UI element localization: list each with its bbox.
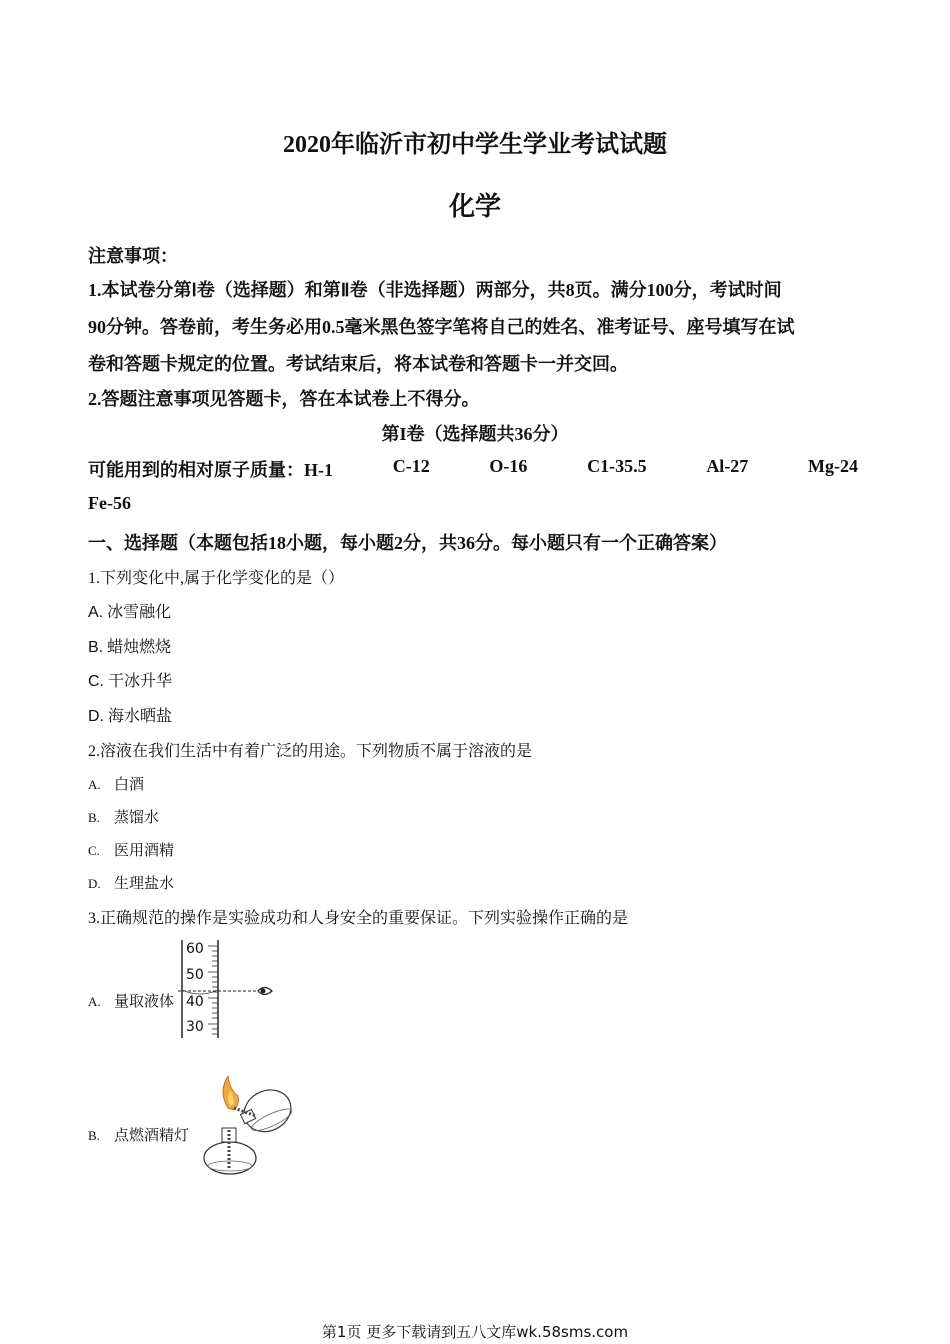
option-item[interactable]: B. 蒸馏水 (88, 810, 160, 826)
notice-line: 2.答题注意事项见答题卡，答在本试卷上不得分。 (88, 389, 480, 409)
subject-title: 化学 (448, 192, 501, 221)
atomic-mass: O-16 (489, 456, 528, 476)
tick-label: 40 (186, 994, 204, 1010)
page-footer: 第1页 更多下载请到五八文库wk.58sms.com (321, 1323, 629, 1341)
option-item[interactable]: D. 生理盐水 (88, 876, 175, 892)
atomic-masses-row (88, 456, 858, 482)
page-title: 2020年临沂市初中学生学业考试试题 (283, 132, 667, 158)
section-heading: 第I卷（选择题共36分） (381, 424, 569, 444)
option-item[interactable]: C. 干冰升华 (88, 673, 173, 690)
tick-label: 30 (186, 1019, 204, 1035)
option-item[interactable]: D. 海水晒盐 (88, 708, 173, 725)
atomic-mass: C-12 (392, 456, 430, 476)
part-heading: 一、选择题（本题包括18小题，每小题2分，共36分。每小题只有一个正确答案） (88, 533, 727, 553)
option-item[interactable]: A. 白酒 (88, 777, 145, 793)
option-item[interactable]: B. 蜡烛燃烧 (88, 639, 172, 656)
question-stem: 3.正确规范的操作是实验成功和人身安全的重要保证。下列实验操作正确的是 (88, 910, 629, 927)
question-stem: 1.下列变化中,属于化学变化的是（） (88, 570, 345, 587)
atomic-masses-label: 可能用到的相对原子质量：H-1 (88, 460, 333, 480)
option-item[interactable]: A. 冰雪融化 (88, 604, 172, 621)
tick-label: 50 (186, 967, 204, 983)
alcohol-lamp-figure (194, 1068, 298, 1178)
notice-line: 90分钟。答卷前，考生务必用0.5毫米黑色签字笔将自己的姓名、准考证号、座号填写在试 (88, 317, 795, 337)
option-item[interactable]: A. 量取液体 (88, 994, 175, 1010)
atomic-mass: Mg-24 (808, 456, 858, 476)
notice-line: 1.本试卷分第Ⅰ卷（选择题）和第Ⅱ卷（非选择题）两部分，共8页。满分100分，考试时间 (88, 280, 782, 300)
notice-heading: 注意事项： (88, 246, 178, 266)
option-item[interactable]: C. 医用酒精 (88, 843, 175, 859)
atomic-mass: Al-27 (706, 456, 749, 476)
option-item[interactable]: B. 点燃酒精灯 (88, 1128, 190, 1144)
question-stem: 2.溶液在我们生活中有着广泛的用途。下列物质不属于溶液的是 (88, 743, 533, 760)
notice-line: 卷和答题卡规定的位置。考试结束后，将本试卷和答题卡一并交回。 (88, 354, 628, 374)
tick-label: 60 (186, 941, 204, 957)
atomic-mass: Fe-56 (88, 493, 131, 513)
atomic-mass: C1-35.5 (587, 456, 647, 476)
